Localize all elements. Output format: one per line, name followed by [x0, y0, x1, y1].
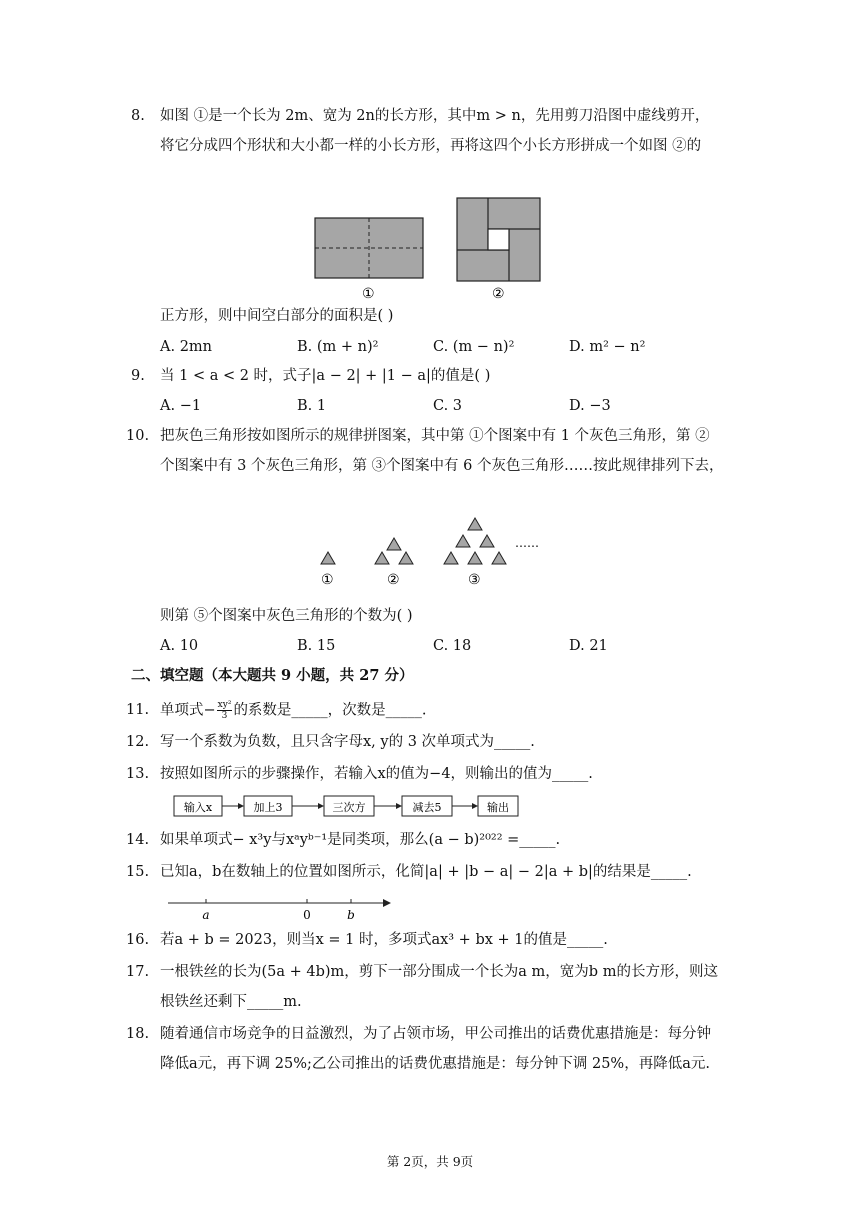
question-10-line-1: 把灰色三角形按如图所示的规律拼图案，其中第 ①个图案中有 1 个灰色三角形，第 ② — [160, 428, 710, 444]
question-12-number: 12. — [126, 734, 150, 750]
question-9-option-a: A. −1 — [160, 398, 202, 414]
question-8-option-d: D. m² − n² — [569, 339, 646, 355]
axis-label-a: a — [202, 908, 210, 922]
pattern-1-caption: ① — [321, 572, 334, 588]
question-17-line-2: 根铁丝还剩下_____m. — [160, 994, 302, 1010]
question-17-line-1: 一根铁丝的长为(5a + 4b)m，剪下一部分围成一个长为a m，宽为b m的长方形，则这 — [160, 964, 718, 980]
question-9-option-d: D. −3 — [569, 398, 611, 414]
question-8-option-c: C. (m − n)² — [433, 339, 515, 355]
ellipsis: …… — [515, 536, 539, 550]
question-9-number: 9. — [131, 368, 145, 384]
axis-label-zero: 0 — [303, 908, 311, 922]
question-9-option-c: C. 3 — [433, 398, 463, 414]
triangle — [399, 552, 413, 564]
question-8-line-2: 将它分成四个形状和大小都一样的小长方形，再将这四个小长方形拼成一个如图 ②的 — [160, 138, 702, 154]
triangle — [444, 552, 458, 564]
question-8-option-b: B. (m + n)² — [297, 339, 379, 355]
question-16-line: 若a + b = 2023，则当x = 1 时，多项式ax³ + bx + 1的值是_____. — [160, 932, 608, 948]
page-footer: 第 2页，共 9页 — [386, 1154, 474, 1169]
question-10-option-a: A. 10 — [160, 638, 199, 654]
triangle — [387, 538, 401, 550]
triangle — [468, 552, 482, 564]
pattern-3-caption: ③ — [468, 572, 481, 588]
question-11-number: 11. — [126, 702, 150, 718]
question-9-line-1: 当 1 < a < 2 时，式子|a − 2| + |1 − a|的值是( ) — [160, 368, 491, 384]
axis-label-b: b — [347, 908, 355, 922]
question-8-line-1: 如图 ①是一个长为 2m、宽为 2n的长方形，其中m > n，先用剪刀沿图中虚线剪开， — [160, 108, 710, 124]
triangle — [375, 552, 389, 564]
flow-label-cube: 三次方 — [332, 801, 366, 814]
question-13-number: 13. — [126, 766, 150, 782]
question-8-line-3: 正方形，则中间空白部分的面积是( ) — [160, 308, 394, 324]
question-11-line — [160, 700, 427, 721]
pattern-2-caption: ② — [387, 572, 400, 588]
question-8-option-a: A. 2mn — [160, 339, 213, 355]
blank-center-square — [488, 229, 509, 250]
triangle — [492, 552, 506, 564]
question-8-number: 8. — [131, 108, 145, 124]
flow-label-input: 输入x — [183, 801, 213, 814]
question-18-line-2: 降低a元，再下调 25%;乙公司推出的话费优惠措施是：每分钟下调 25%，再降低a元. — [160, 1056, 710, 1072]
question-8-figure — [300, 192, 560, 304]
fraction-numerator: xy² — [217, 700, 232, 710]
triangle — [480, 535, 494, 547]
question-16-number: 16. — [126, 932, 150, 948]
triangle — [321, 552, 335, 564]
question-11-prefix: 单项式− — [160, 702, 216, 719]
question-10-number: 10. — [126, 428, 150, 444]
triangle — [468, 518, 482, 530]
question-14-line: 如果单项式− x³y与xᵃyᵇ⁻¹是同类项，那么(a − b)²⁰²² =_____. — [160, 832, 561, 848]
question-17-number: 17. — [126, 964, 150, 980]
question-11-suffix: 的系数是_____，次数是_____. — [233, 702, 427, 719]
question-10-line-2: 个图案中有 3 个灰色三角形，第 ③个图案中有 6 个灰色三角形……按此规律排列下去， — [160, 458, 724, 474]
figure-2-caption: ② — [492, 286, 505, 302]
section-2-heading: 二、填空题（本大题共 9 小题，共 27 分） — [131, 667, 414, 684]
question-14-number: 14. — [126, 832, 150, 848]
triangle — [456, 535, 470, 547]
question-12-line: 写一个系数为负数，且只含字母x, y的 3 次单项式为_____. — [160, 734, 535, 750]
flow-label-output: 输出 — [487, 801, 509, 814]
question-18-number: 18. — [126, 1026, 150, 1042]
question-15-line: 已知a，b在数轴上的位置如图所示，化简|a| + |b − a| − 2|a + b|的结果是_____. — [160, 864, 692, 880]
question-10-option-b: B. 15 — [297, 638, 336, 654]
fraction — [217, 700, 233, 721]
question-10-option-c: C. 18 — [433, 638, 472, 654]
flow-label-subtract-5: 减去5 — [412, 801, 442, 814]
question-10-line-3: 则第 ⑤个图案中灰色三角形的个数为( ) — [160, 608, 413, 624]
fraction-denominator: 3 — [221, 711, 228, 721]
flow-label-add-3: 加上3 — [253, 801, 283, 814]
question-9-option-b: B. 1 — [297, 398, 327, 414]
question-10-option-d: D. 21 — [569, 638, 608, 654]
question-18-line-1: 随着通信市场竞争的日益激烈，为了占领市场，甲公司推出的话费优惠措施是：每分钟 — [160, 1026, 711, 1042]
number-line — [166, 892, 396, 924]
question-13-line: 按照如图所示的步骤操作，若输入x的值为−4，则输出的值为_____. — [160, 766, 593, 782]
question-10-figure — [310, 512, 550, 592]
figure-1-caption: ① — [362, 286, 375, 302]
question-15-number: 15. — [126, 864, 150, 880]
flowchart — [168, 792, 528, 820]
